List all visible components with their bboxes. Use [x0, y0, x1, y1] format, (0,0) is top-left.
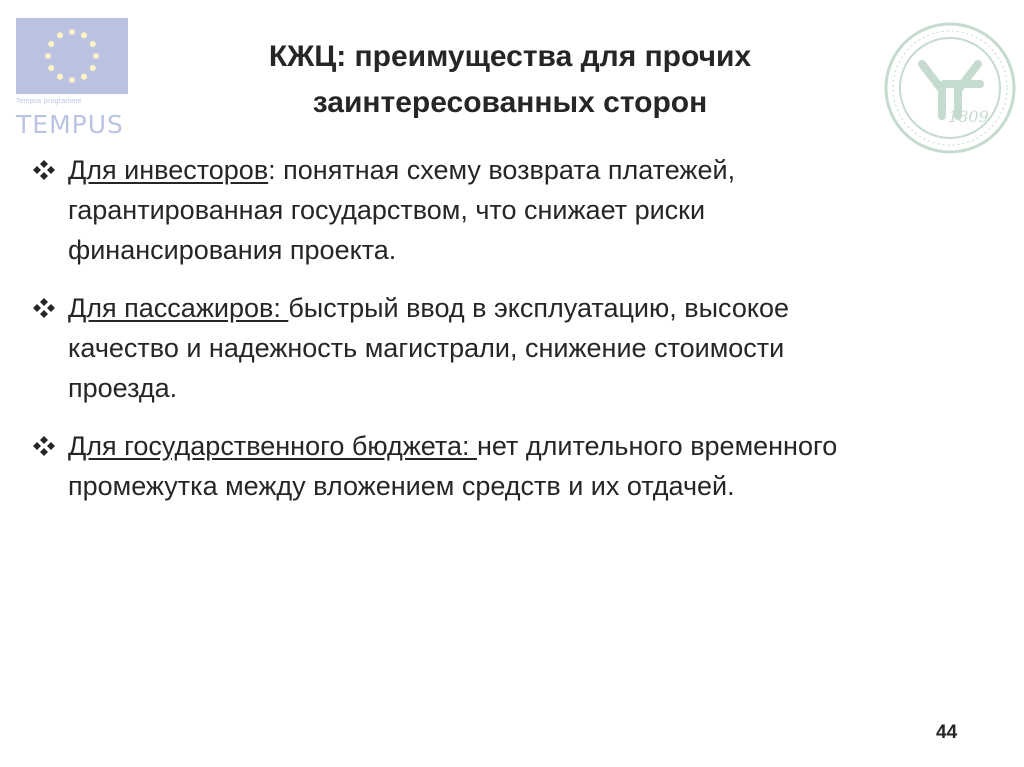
bullet-line: гарантированная государством, что снижает риски [68, 195, 706, 225]
bullet-item-passengers [32, 288, 992, 408]
eu-flag-icon [16, 18, 128, 94]
bullet-line: промежутка между вложением средств и их отдачей. [68, 471, 735, 501]
bullet-text: быстрый ввод в эксплуатацию, высокое [288, 293, 789, 323]
tempus-logo [12, 18, 132, 148]
slide-title [140, 34, 880, 126]
bullet-line [68, 150, 992, 190]
bullet-text: нет длительного временного [477, 431, 838, 461]
seal-year: 1809 [948, 107, 989, 126]
bullet-term: Для пассажиров: [68, 293, 289, 323]
bullet-term: Для государственного бюджета: [68, 431, 477, 461]
diamond-bullet-icon [32, 159, 56, 181]
bullet-line [68, 288, 992, 328]
bullet-list [32, 150, 992, 524]
bullet-term: Для инвесторов [68, 155, 269, 185]
page-number: 44 [936, 722, 958, 743]
diamond-bullet-icon [32, 435, 56, 457]
title-line-2: заинтересованных сторон [312, 86, 708, 119]
title-line-1: КЖЦ: преимущества для прочих [268, 40, 752, 73]
bullet-line: финансирования проекта. [68, 235, 397, 265]
university-seal-logo [882, 20, 1018, 156]
bullet-item-budget [32, 426, 992, 506]
bullet-line [68, 426, 992, 466]
bullet-text: : понятная схему возврата платежей, [268, 155, 736, 185]
bullet-line: качество и надежность магистрали, снижение стоимости [68, 333, 785, 363]
tempus-subtitle: Tempus programme [16, 98, 82, 105]
bullet-item-investors [32, 150, 992, 270]
tempus-wordmark: TEMPUS [16, 110, 124, 139]
diamond-bullet-icon [32, 297, 56, 319]
bullet-line: проезда. [68, 373, 178, 403]
